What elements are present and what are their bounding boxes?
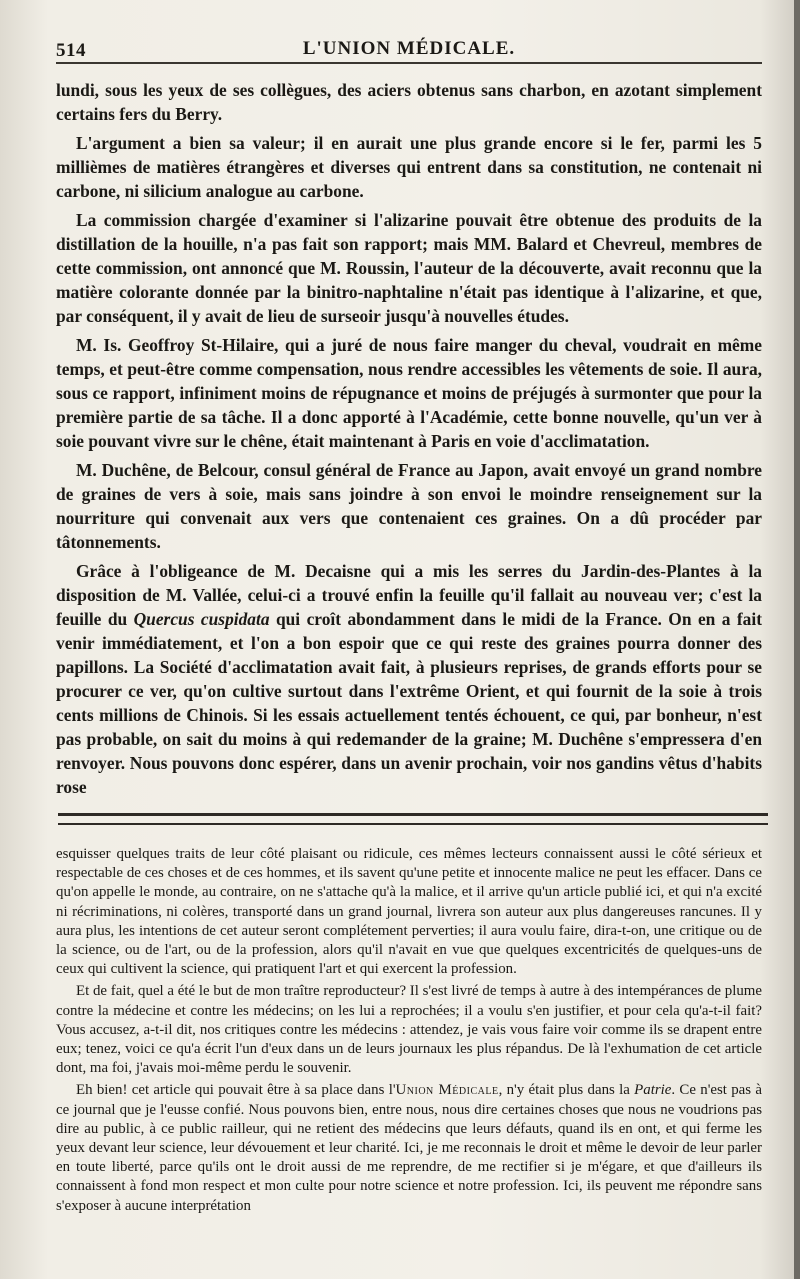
running-title: L'UNION MÉDICALE. <box>302 38 516 59</box>
paragraph: L'argument a bien sa valeur; il en aurait une plus grande encore si le fer, parmi les 5 millièmes de matières étrangères et diverses qui entrent dans sa constitution, ne contenait ni carbone, ni silicium analogue au carbone. <box>56 133 762 201</box>
feuilleton-paragraph: Et de fait, quel a été le but de mon traître reproducteur? Il s'est livré de temps à autre à des intempérances de plume contre la médecine et contre les médecins; on les lui a reprochées; il a voulu s'en justifier, et pour cela qu'a-t-il fait? Vous accusez, a-t-il dit, nos critiques contre les médecins : attendez, je vais vous faire voir comme ils se drapent entre eux; tenez, voici ce qu'a écrit l'un d'eux dans un de leurs journaux les plus répandus. De là l'exhumation de cet article dont, ma foi, j'avais moi-même perdu le souvenir. <box>56 983 762 1077</box>
italic-species-name: Quercus cuspidata <box>133 609 270 629</box>
feuilleton-paragraph <box>56 1081 762 1215</box>
paragraph-text: Grâce à l'obligeance de M. Decaisne qui a mis les serres du Jardin-des-Plantes à la disposition de M. Vallée, celui-ci a trouvé enfin la feuille qu'il fallait au nouveau ver; c'est la feuille du <box>56 561 762 629</box>
feuilleton-divider <box>58 813 768 825</box>
paragraph: lundi, sous les yeux de ses collègues, des aciers obtenus sans charbon, en azotant simplement certains fers du Berry. <box>56 80 762 124</box>
feuilleton-section <box>56 845 762 1216</box>
paragraph-text: , n'y était plus dans la <box>498 1082 635 1099</box>
paragraph <box>56 559 762 799</box>
journal-name: Union Médicale <box>395 1082 499 1099</box>
feuilleton-paragraph: esquisser quelques traits de leur côté plaisant ou ridicule, ces mêmes lecteurs connaissent aussi le côté sérieux et respectable de ces choses et de ces hommes, et ils savent qu'une petite et innocente malice ne peut les effacer. Dans ce qu'on appelle le monde, au contraire, on ne s'attache qu'à la malice, et il arrive qu'un article publié ici, et qui n'a excité ni récriminations, ni colères, transporté dans un grand journal, livrera son auteur aux plus dangereuses rancunes. Il y aura plus, les intentions de cet auteur seront complétement perverties; il aura voulu faire, dira-t-on, une critique ou de la science, ou de l'art, ou de la profession, alors qu'il n'avait en vue que quelques excentricités de quelques-uns de ceux qui cultivent la science, qui pratiquent l'art et qui exercent la profession. <box>56 846 762 978</box>
newspaper-name: Patrie <box>634 1082 672 1099</box>
paragraph-text: qui croît abondamment dans le midi de la France. On en a fait venir immédiatement, et l'on a bon espoir que ce qui reste des graines pourra donner des papillons. La Société d'acclimatation avait fait, à plusieurs reprises, de grands efforts pour se procurer ce ver, qu'on cultive surtout dans l'extrême Orient, et qui fournit de la soie à trois cents millions de Chinois. Si les essais actuellement tentés échouent, ce qui, par bonheur, n'est pas probable, on sait du moins à qui redemander de la graine; M. Duchêne s'empressera d'en renvoyer. Nous pouvons donc espérer, dans un avenir prochain, voir nos gandins vêtus d'habits rose <box>56 609 763 797</box>
paragraph-text: . Ce n'est pas à ce journal que je l'eusse confié. Nous pouvons bien, entre nous, nous dire certaines choses que nous ne voudrions pas dire au public, à ce public railleur, qui ne retient des médecins que leurs défauts, quand ils en ont, et qui ferme les yeux devant leur science, leur dévouement et leur charité. Ici, je me reconnais le droit et même le devoir de leur parler en toute liberté, parce qu'ils ont le droit aussi de me reprendre, de me rectifier si je m'égare, et que d'ailleurs ils connaissent à fond mon respect et mon culte pour notre science et notre profession. Ici, ils peuvent me répondre sans s'exposer à aucune interprétation <box>56 1082 762 1214</box>
paragraph: M. Is. Geoffroy St-Hilaire, qui a juré de nous faire manger du cheval, voudrait en même temps, et peut-être comme compensation, nous rendre accessibles les vêtements de soie. Il aura, sous ce rapport, infiniment moins de répugnance et moins de préjugés à surmonter que pour la première partie de sa tâche. Il a donc apporté à l'Académie, cette bonne nouvelle, qu'un ver à soie pouvant vivre sur le chêne, était maintenant à Paris en voie d'acclimatation. <box>56 335 762 451</box>
paragraph: La commission chargée d'examiner si l'alizarine pouvait être obtenue des produits de la distillation de la houille, n'a pas fait son rapport; mais MM. Balard et Chevreul, membres de cette commission, ont annoncé que M. Roussin, l'auteur de la découverte, avait reconnu que la matière colorante donnée par la binitro-naphtaline n'était pas identique à l'alizarine, et que, par conséquent, il y avait de lieu de surseoir jusqu'à nouvelles études. <box>56 210 762 326</box>
paragraph-text: Eh bien! cet article qui pouvait être à sa place dans l' <box>76 1082 396 1099</box>
paragraph: M. Duchêne, de Belcour, consul général de France au Japon, avait envoyé un grand nombre de graines de vers à soie, mais sans joindre à son envoi le moindre renseignement sur la nourriture qui convenait aux vers que contenaient ces graines. On a dû procéder par tâtonnements. <box>56 460 762 552</box>
page-number: 514 <box>56 40 86 61</box>
page-header <box>56 34 762 64</box>
main-article <box>56 78 762 799</box>
